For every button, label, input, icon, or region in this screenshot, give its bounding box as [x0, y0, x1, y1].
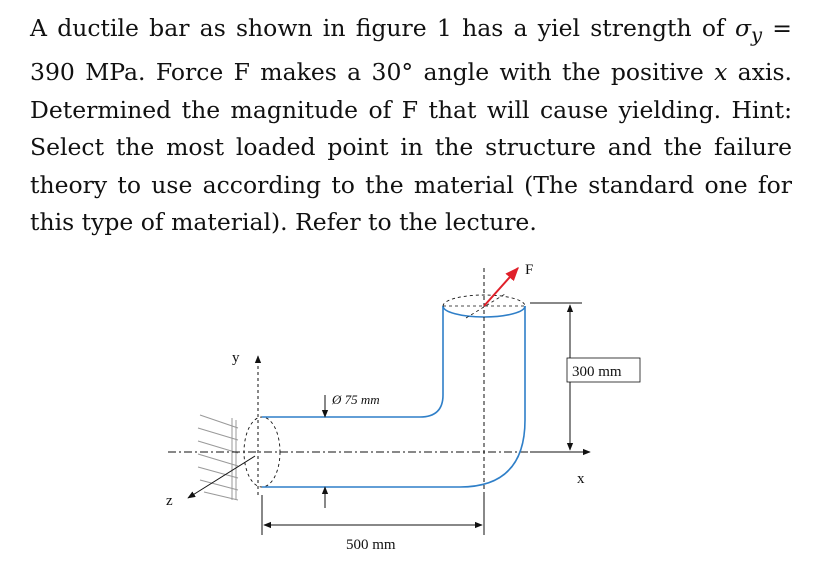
height-label: 300 mm — [572, 364, 622, 380]
problem-text-part3: axis. Determined the magnitude of F that will cause yielding. Hint: Select the most loaded point in the structure and the failure theory to use according to the material (The standard one for this type of material). Refer to the lecture. — [30, 58, 792, 237]
sigma-symbol: $\sigma_y$ — [734, 14, 763, 47]
x-variable: x — [714, 58, 728, 87]
z-axis-label: z — [166, 493, 173, 509]
problem-text-part2: = 390 MPa. Force F makes a 30° angle with the positive — [30, 14, 792, 87]
problem-text-part1: A ductile bar as shown in figure 1 has a yiel strength of — [30, 14, 735, 42]
x-axis-label: x — [577, 471, 585, 487]
diameter-label: Ø 75 mm — [332, 392, 380, 407]
y-axis-label: y — [232, 350, 240, 366]
bent-bar — [262, 306, 525, 487]
z-axis-line — [188, 456, 255, 498]
wall-support-hatching — [198, 415, 238, 500]
sigma-subscript: y — [751, 23, 763, 47]
length-dimension — [262, 495, 484, 535]
length-label: 500 mm — [346, 537, 396, 553]
force-label: F — [525, 262, 534, 278]
force-arrow — [484, 268, 518, 306]
